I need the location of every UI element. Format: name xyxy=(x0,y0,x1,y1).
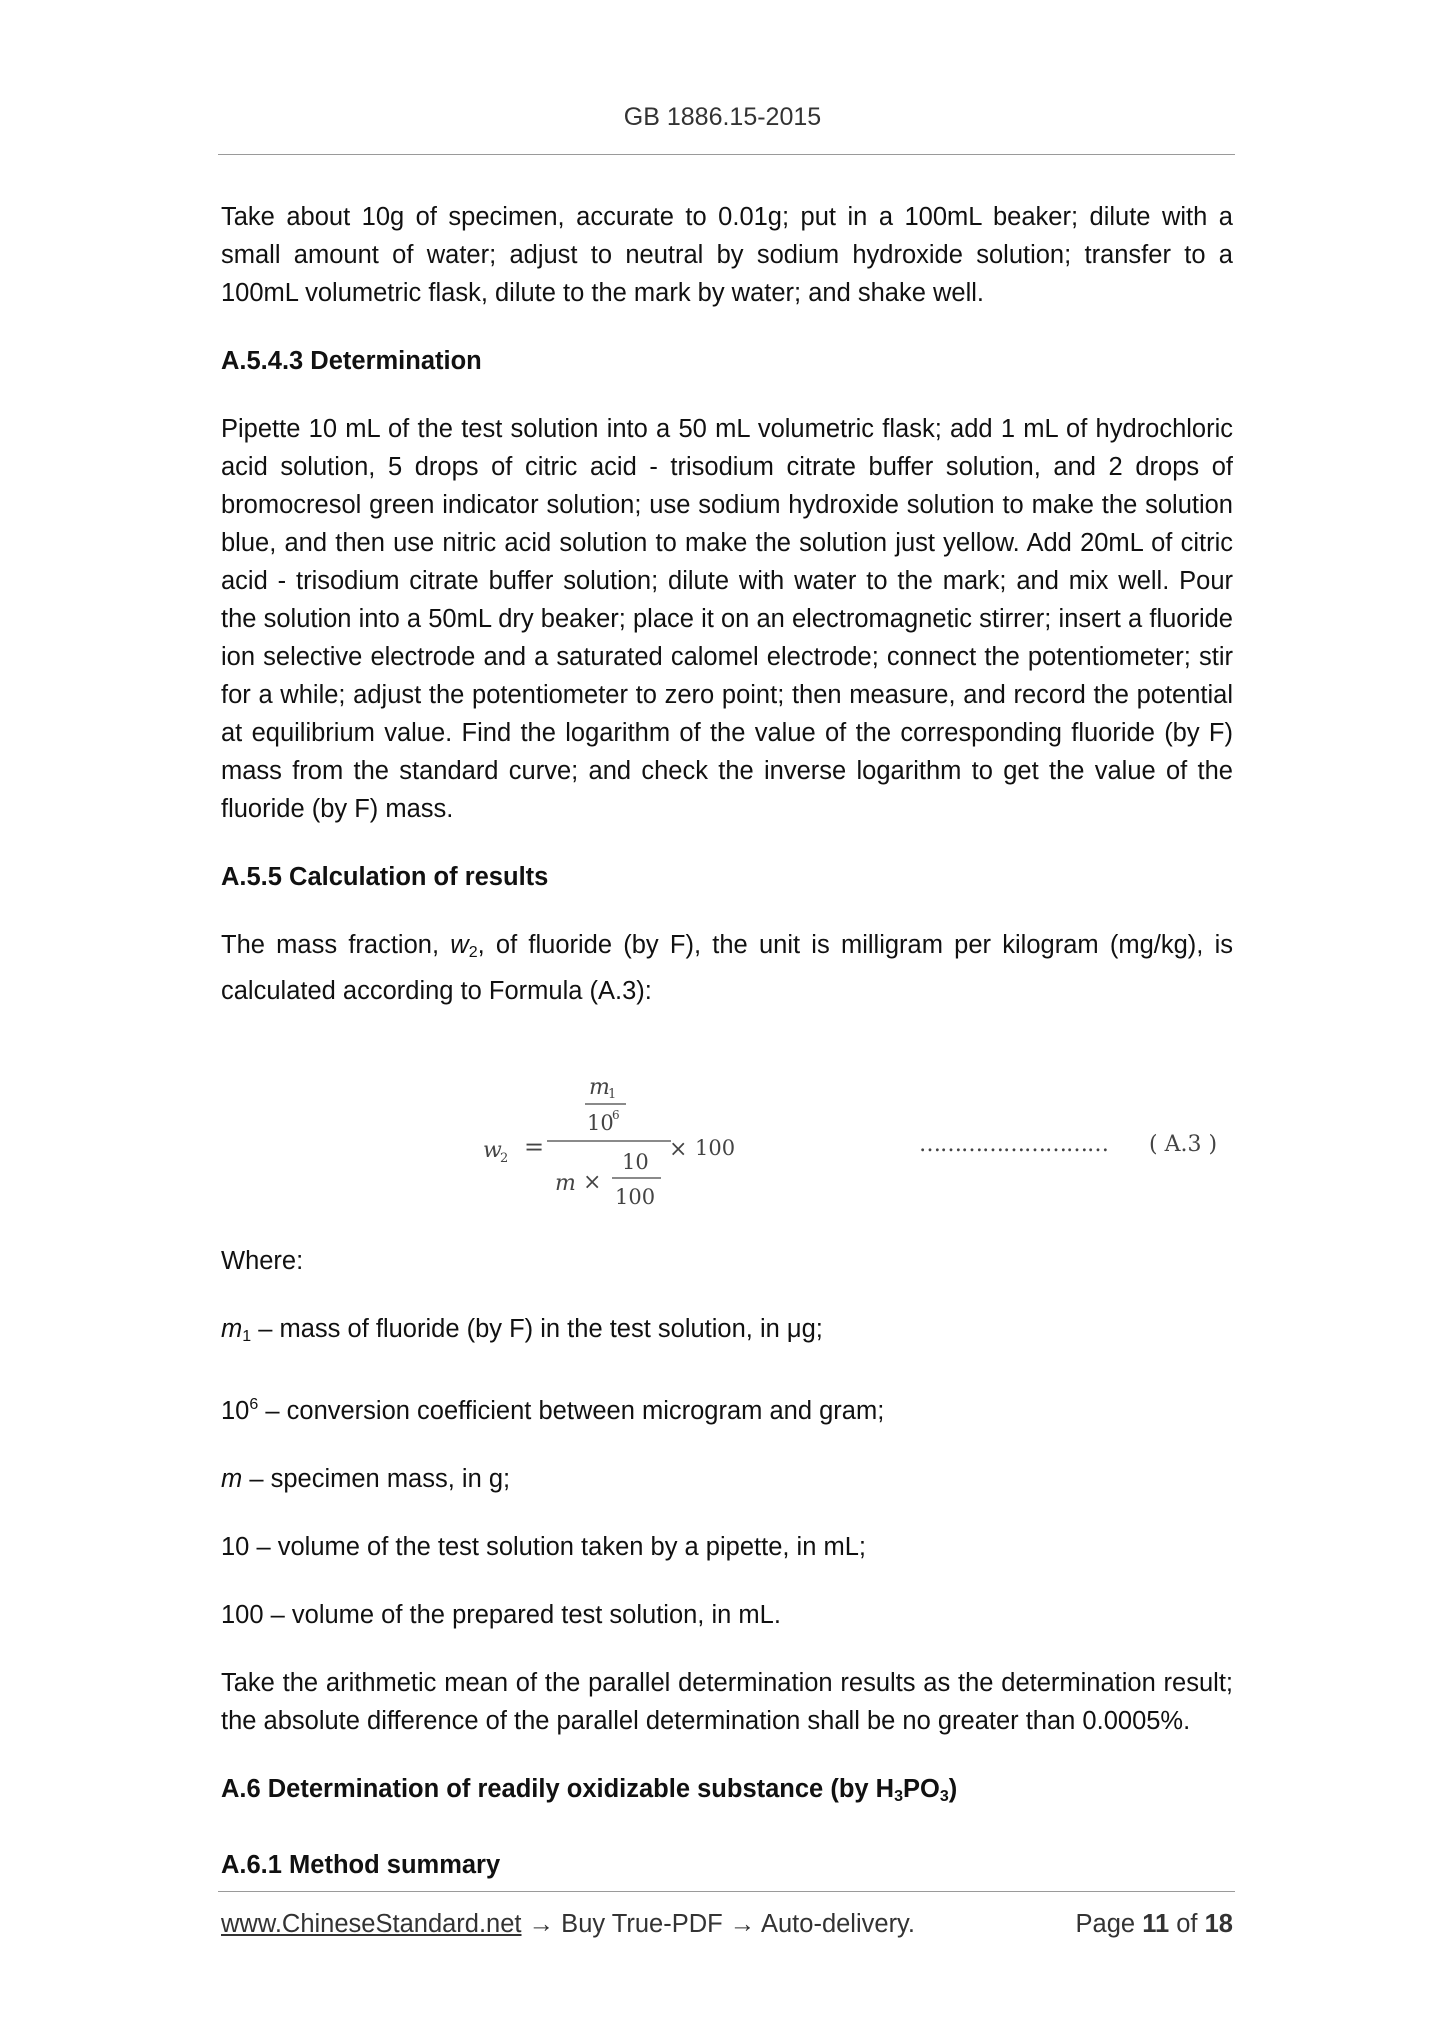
formula-equals: = xyxy=(524,1133,545,1161)
formula-ten-1: 10 xyxy=(587,1111,614,1135)
formula-a3 xyxy=(221,1040,1233,1212)
heading-a-6: A.6 Determination of readily oxidizable substance (by $H_3PO_3$) xyxy=(221,1775,958,1805)
footer-rule xyxy=(218,1891,1235,1892)
heading-a-5-5: A.5.5 Calculation of results xyxy=(221,863,549,891)
page-indicator: Page 11 of 18 xyxy=(1075,1910,1233,1938)
formula-sup-6: 6 xyxy=(612,1108,620,1122)
formula-m1: m xyxy=(589,1075,610,1100)
formula-hundred-2: 100 xyxy=(695,1136,736,1160)
formula-graphic xyxy=(221,1040,1233,1212)
determination-paragraph: Pipette 10 mL of the test solution into a 50 mL volumetric flask; add 1 mL of hydrochloric acid solution, 5 drops of citric acid - trisodium citrate buffer solution, and 2 drops of bromocresol green indicator solution; use sodium hydroxide solution to make the solution blue, and then use nitric acid solution to make the solution just yellow. Add 20mL of citric acid - trisodium citrate buffer solution; dilute with water to the mark; and mix well. Pour the solution into a 50mL dry beaker; place it on an electromagnetic stirrer; insert a fluoride ion selective electrode and a saturated calomel electrode; connect the potentiometer; stir for a while; adjust the potentiometer to zero point; then measure, and record the potential at equilibrium value. Find the logarithm of the value of the corresponding fluoride (by F) mass from the standard curve; and check the inverse logarithm to get the value of the fluoride (by F) mass. xyxy=(221,415,1233,823)
heading-a-5-4-3: A.5.4.3 Determination xyxy=(221,347,482,375)
definition-m: m – specimen mass, in g; xyxy=(221,1465,511,1493)
formula-leader-dots: ……………………… xyxy=(919,1132,1108,1157)
header-rule xyxy=(218,154,1235,155)
page-content xyxy=(221,198,1233,1914)
specimen-prep-paragraph: Take about 10g of specimen, accurate to 0.01g; put in a 100mL beaker; dilute with a small amount of water; adjust to neutral by sodium hydroxide solution; transfer to a 100mL volumetric flask, dilute to the mark by water; and shake well. xyxy=(221,203,1233,307)
formula-times-1: × xyxy=(583,1170,602,1195)
formula-lhs-w: w xyxy=(483,1138,502,1163)
definition-100: 100 – volume of the prepared test solution, in mL. xyxy=(221,1601,781,1629)
page-footer xyxy=(221,1910,1233,1939)
formula-lhs-sub: 2 xyxy=(500,1151,509,1166)
definition-10: 10 – volume of the test solution taken by a pipette, in mL; xyxy=(221,1533,866,1561)
formula-equation-number: ( A.3 ) xyxy=(1149,1132,1218,1157)
definition-m1: $m_1$ – mass of fluoride (by F) in the test solution, in μg; xyxy=(221,1315,823,1345)
formula-hundred-1: 100 xyxy=(615,1185,656,1209)
heading-a-6-1: A.6.1 Method summary xyxy=(221,1851,501,1879)
mass-fraction-paragraph: The mass fraction, $w_2$, of fluoride (by F), the unit is milligram per kilogram (mg/kg), is calculated according to Formula (A.3): xyxy=(221,931,1234,1005)
formula-ten-2: 10 xyxy=(622,1150,649,1174)
chinesestandard-link[interactable]: www.ChineseStandard.net xyxy=(221,1910,522,1938)
formula-m: m xyxy=(555,1171,576,1196)
where-label: Where: xyxy=(221,1247,304,1275)
definition-10-6: $10^6$ – conversion coefficient between microgram and gram; xyxy=(221,1396,885,1425)
footer-buy-text: → Buy True-PDF → Auto-delivery. xyxy=(521,1910,915,1938)
conclusion-paragraph: Take the arithmetic mean of the parallel determination results as the determination result; the absolute difference of the parallel determination shall be no greater than 0.0005%. xyxy=(221,1669,1233,1735)
document-header: GB 1886.15-2015 xyxy=(623,103,822,131)
formula-times-2: × xyxy=(669,1137,688,1162)
formula-m1-sub: 1 xyxy=(608,1087,617,1102)
